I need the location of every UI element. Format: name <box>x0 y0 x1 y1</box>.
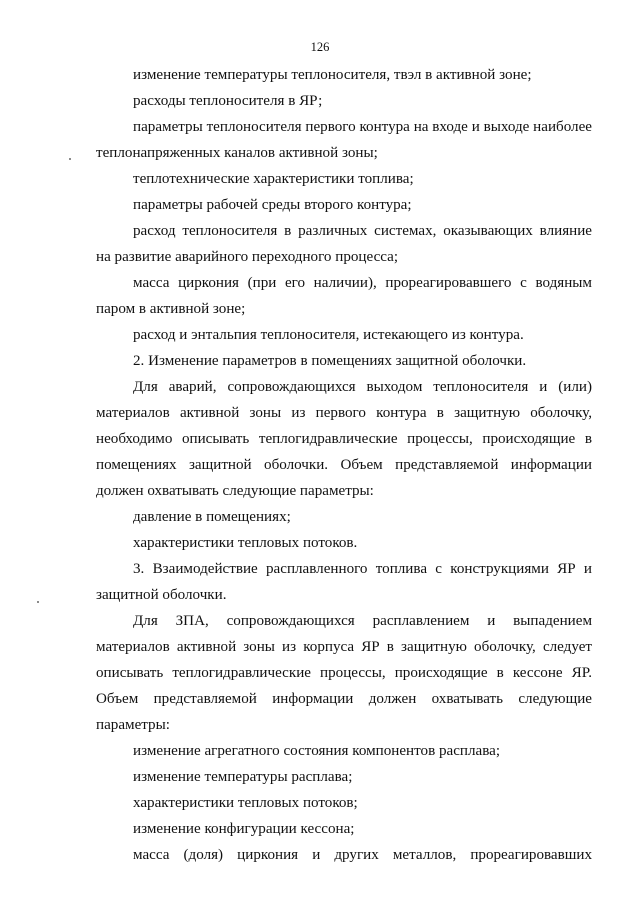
paragraph: изменение температуры теплоносителя, твэл в активной зоне; <box>133 67 532 83</box>
paragraph: теплотехнические характеристики топлива; <box>133 171 414 187</box>
paragraph: параметры рабочей среды второго контура; <box>133 197 412 213</box>
scan-speck <box>37 601 39 603</box>
paragraph: характеристики тепловых потоков. <box>133 535 358 551</box>
paragraph: расход теплоносителя в различных системах, оказывающих влияние на развитие аварийного переходного процесса; <box>96 223 592 265</box>
section-heading: 2. Изменение параметров в помещениях защитной оболочки. <box>133 353 527 369</box>
paragraph: изменение температуры расплава; <box>133 769 353 785</box>
paragraph: Для аварий, сопровождающихся выходом теплоносителя и (или) материалов активной зоны из первого контура в защитную оболочку, необходимо описывать теплогидравлические процессы, происходящие в помещениях защитной оболочки. Объем представляемой информации должен охватывать следующие параметры: <box>96 379 592 499</box>
paragraph: расход и энтальпия теплоносителя, истекающего из контура. <box>133 327 524 343</box>
paragraph: масса циркония (при его наличии), прореагировавшего с водяным паром в активной зоне; <box>96 275 592 317</box>
paragraph: параметры теплоносителя первого контура на входе и выходе наиболее теплонапряженных каналов активной зоны; <box>96 119 592 161</box>
paragraph: изменение конфигурации кессона; <box>133 821 355 837</box>
scan-speck <box>69 158 71 160</box>
paragraph: Для ЗПА, сопровождающихся расплавлением и выпадением материалов активной зоны из корпуса ЯР в защитную оболочку, следует описывать теплогидравлические процессы, происходящие в кессоне ЯР. Объем представляемой информации должен охватывать следующие параметры: <box>96 613 592 733</box>
page-number: 126 <box>310 40 330 54</box>
paragraph: масса (доля) циркония и других металлов, прореагировавших <box>133 847 592 863</box>
paragraph: характеристики тепловых потоков; <box>133 795 358 811</box>
paragraph: расходы теплоносителя в ЯР; <box>133 93 323 109</box>
paragraph: давление в помещениях; <box>133 509 291 525</box>
paragraph: изменение агрегатного состояния компонентов расплава; <box>133 743 501 759</box>
document-body <box>96 62 592 868</box>
section-heading: 3. Взаимодействие расплавленного топлива с конструкциями ЯР и защитной оболочки. <box>96 561 592 603</box>
